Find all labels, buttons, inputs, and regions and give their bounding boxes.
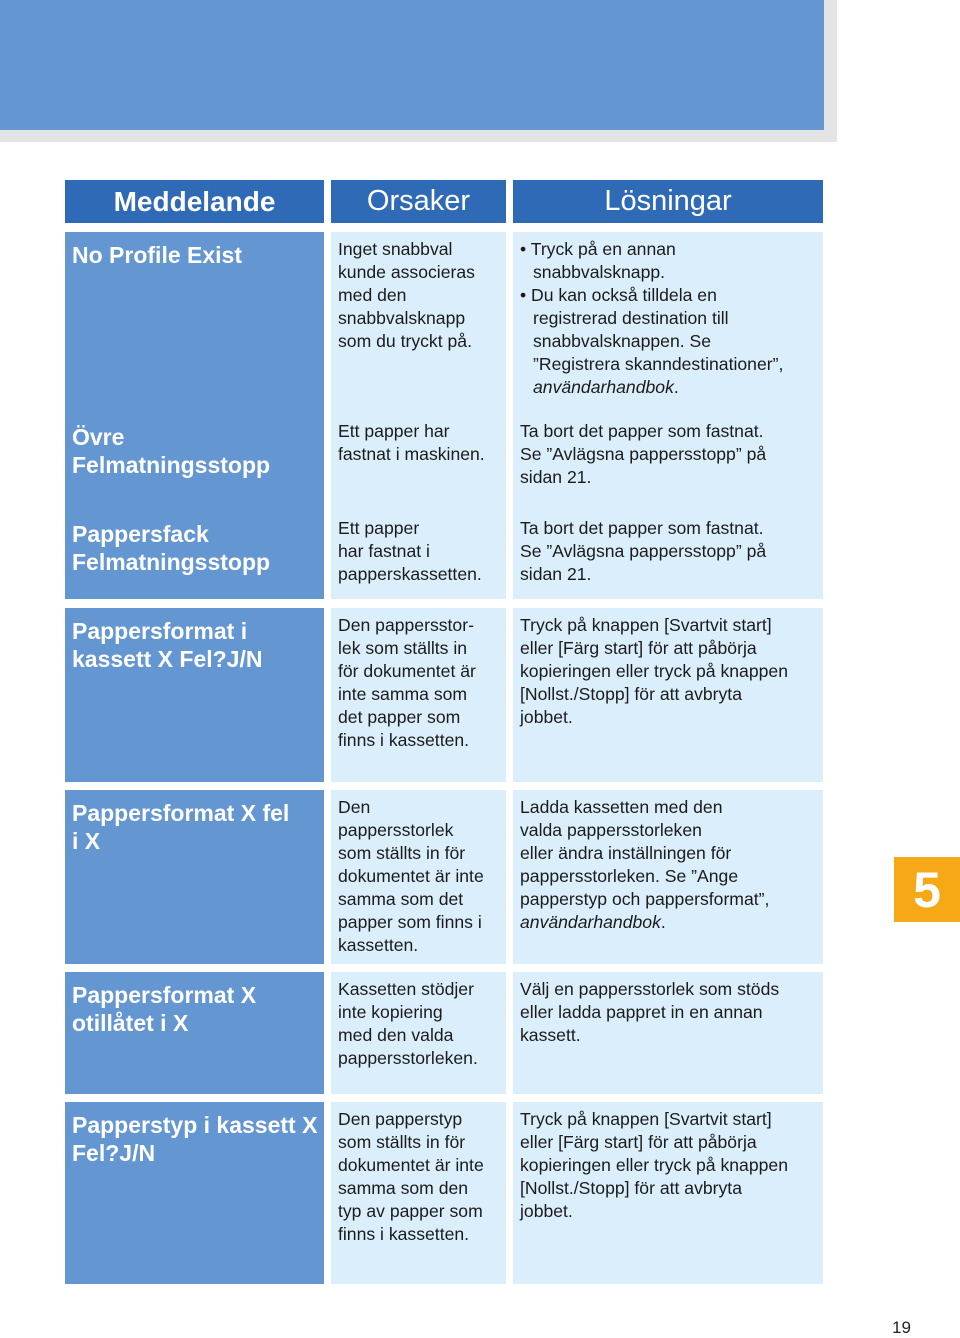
solution-line: kassett. xyxy=(520,1025,581,1045)
cause-line: inte samma som xyxy=(338,684,468,704)
solution-line xyxy=(520,911,819,934)
cause-line: som ställts in för xyxy=(338,843,466,863)
chapter-tab: 5 xyxy=(894,857,960,922)
row-message xyxy=(65,511,324,599)
cause-line: för dokumentet är xyxy=(338,661,476,681)
message-line: Felmatningsstopp xyxy=(72,451,271,478)
cause-line: har fastnat i xyxy=(338,541,430,561)
row-cause xyxy=(331,414,506,502)
row-cause xyxy=(331,608,506,782)
solution-line: registrerad destination till xyxy=(533,308,729,328)
cause-line: med den xyxy=(338,285,407,305)
solution-bullet: • Du kan också tilldela en xyxy=(520,285,717,305)
solution-line: jobbet. xyxy=(520,1201,573,1221)
cause-line: Kassetten stödjer xyxy=(338,979,474,999)
row-cause xyxy=(331,511,506,599)
solution-line: eller ändra inställningen för xyxy=(520,843,732,863)
message-line: Pappersformat i xyxy=(72,618,248,644)
cause-line: Den papperstyp xyxy=(338,1109,463,1129)
row-message xyxy=(65,608,324,782)
solution-line: Tryck på knappen [Svartvit start] xyxy=(520,615,772,635)
cause-line: fastnat i maskinen. xyxy=(338,444,485,464)
message-line: Övre xyxy=(72,424,125,450)
cause-line: Den pappersstor- xyxy=(338,615,474,635)
message-line: kassett X Fel?J/N xyxy=(72,645,263,672)
solution-line: sidan 21. xyxy=(520,564,592,584)
header-message: Meddelande xyxy=(65,180,324,223)
solution-line: Tryck på knappen [Svartvit start] xyxy=(520,1109,772,1129)
message-line: i X xyxy=(72,827,101,854)
solution-line: jobbet. xyxy=(520,707,573,727)
row-cause xyxy=(331,972,506,1094)
solution-line: snabbvalsknappen. Se xyxy=(533,331,712,351)
row-solution xyxy=(513,1102,823,1284)
cause-line: pappersstorlek xyxy=(338,820,454,840)
row-solution xyxy=(513,414,823,502)
row-cause xyxy=(331,1102,506,1284)
row-solution xyxy=(513,790,823,964)
cause-line: med den valda xyxy=(338,1025,454,1045)
solution-line: Se ”Avlägsna pappersstopp” på xyxy=(520,444,767,464)
row-message xyxy=(65,1102,324,1284)
solution-line: ”Registrera skanndestinationer”, xyxy=(533,354,784,374)
row-solution xyxy=(513,608,823,782)
message-line: Pappersformat X fel xyxy=(72,800,290,826)
row-message xyxy=(65,790,324,964)
message-line: Fel?J/N xyxy=(72,1139,156,1166)
solution-line: pappersstorleken. Se ”Ange xyxy=(520,866,739,886)
message-line: Pappersformat X xyxy=(72,982,257,1008)
header-causes: Orsaker xyxy=(331,180,506,223)
solution-line: eller [Färg start] för att påbörja xyxy=(520,1132,757,1152)
message-line: Pappersfack xyxy=(72,521,209,547)
cause-line: Ett papper xyxy=(338,518,420,538)
solution-line: snabbvalsknapp. xyxy=(533,262,666,282)
solution-line: sidan 21. xyxy=(520,467,592,487)
page-number: 19 xyxy=(892,1318,911,1337)
message-line: No Profile Exist xyxy=(72,242,242,268)
solution-line: Ta bort det papper som fastnat. xyxy=(520,518,764,538)
solution-line: kopieringen eller tryck på knappen xyxy=(520,661,788,681)
row-cause xyxy=(331,790,506,964)
manual-reference: användarhandbok xyxy=(520,912,661,932)
solution-bullet: • Tryck på en annan xyxy=(520,239,676,259)
cause-line: dokumentet är inte xyxy=(338,1155,484,1175)
row-solution xyxy=(513,511,823,599)
cause-line: finns i kassetten. xyxy=(338,1224,470,1244)
row-message xyxy=(65,414,324,502)
punctuation: . xyxy=(673,377,679,397)
cause-line: som ställts in för xyxy=(338,1132,466,1152)
solution-line: Ladda kassetten med den xyxy=(520,797,723,817)
solution-line: Ta bort det papper som fastnat. xyxy=(520,421,764,441)
row-message xyxy=(65,972,324,1094)
cause-line: papper som finns i xyxy=(338,912,482,932)
manual-reference: användarhandbok xyxy=(533,377,674,397)
cause-line: som du tryckt på. xyxy=(338,331,472,351)
cause-line: inte kopiering xyxy=(338,1002,443,1022)
solution-line xyxy=(520,376,819,399)
cause-line: snabbvalsknapp xyxy=(338,308,466,328)
solution-line: [Nollst./Stopp] för att avbryta xyxy=(520,1178,742,1198)
cause-line: kassetten. xyxy=(338,935,419,955)
punctuation: . xyxy=(660,912,666,932)
solution-line: eller [Färg start] för att påbörja xyxy=(520,638,757,658)
cause-line: Den xyxy=(338,797,371,817)
solution-line: [Nollst./Stopp] för att avbryta xyxy=(520,684,742,704)
solution-line: papperstyp och pappersformat”, xyxy=(520,889,770,909)
cause-line: papperskassetten. xyxy=(338,564,482,584)
solution-line: Välj en pappersstorlek som stöds xyxy=(520,979,780,999)
solution-line: kopieringen eller tryck på knappen xyxy=(520,1155,788,1175)
cause-line: samma som det xyxy=(338,889,464,909)
cause-line: pappersstorleken. xyxy=(338,1048,478,1068)
solution-line: valda pappersstorleken xyxy=(520,820,702,840)
cause-line: typ av papper som xyxy=(338,1201,483,1221)
header-solutions: Lösningar xyxy=(513,180,823,223)
cause-line: lek som ställts in xyxy=(338,638,468,658)
cause-line: kunde associeras xyxy=(338,262,475,282)
row-solution xyxy=(513,972,823,1094)
cause-line: samma som den xyxy=(338,1178,469,1198)
message-line: Papperstyp i kassett X xyxy=(72,1112,318,1138)
solution-line: eller ladda pappret in en annan xyxy=(520,1002,763,1022)
cause-line: dokumentet är inte xyxy=(338,866,484,886)
top-banner xyxy=(0,0,824,130)
cause-line: finns i kassetten. xyxy=(338,730,470,750)
message-line: otillåtet i X xyxy=(72,1009,189,1036)
cause-line: Inget snabbval xyxy=(338,239,453,259)
solution-line: Se ”Avlägsna pappersstopp” på xyxy=(520,541,767,561)
cause-line: Ett papper har xyxy=(338,421,450,441)
cause-line: det papper som xyxy=(338,707,461,727)
message-line: Felmatningsstopp xyxy=(72,548,271,575)
